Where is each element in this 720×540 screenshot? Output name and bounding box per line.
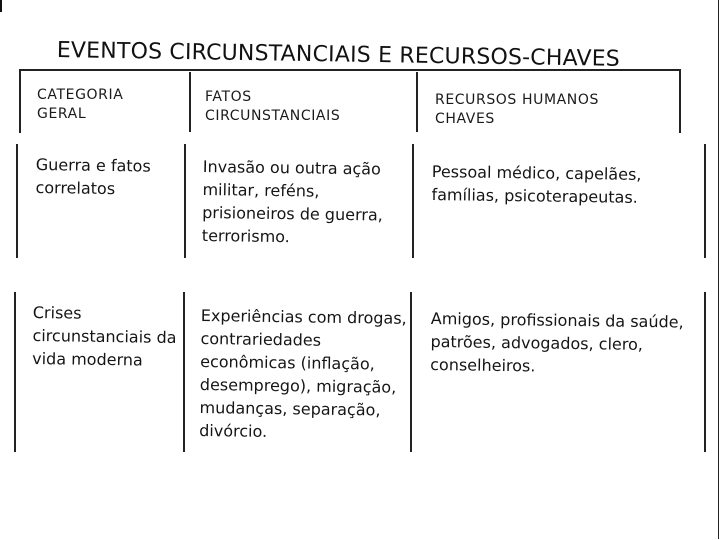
header-facts-line1: FATOS: [205, 89, 252, 105]
row1-divider-1: [184, 144, 186, 258]
row2-resources-line: conselheiros.: [430, 354, 536, 376]
row2-facts-line: econômicas (inflação,: [200, 351, 375, 374]
header-divider-2: [416, 72, 418, 132]
row2-facts-line: contrariedades: [200, 328, 322, 350]
header-resources-line2: CHAVES: [435, 111, 495, 127]
row1-resources-cell: [431, 160, 641, 209]
header-category: [37, 86, 123, 124]
row1-resources-line: famílias, psicoterapeutas.: [431, 184, 638, 207]
row2-resources-line: Amigos, profissionais da saúde,: [430, 308, 684, 332]
row1-right-border: [704, 144, 706, 258]
page-title: EVENTOS CIRCUNSTANCIAIS E RECURSOS-CHAVES: [56, 38, 621, 72]
row2-category-cell: [32, 301, 177, 372]
header-divider-1: [189, 72, 191, 132]
row2-right-border: [704, 292, 706, 452]
row2-resources-line: patrões, advogados, clero,: [430, 331, 644, 354]
row2-left-border: [14, 292, 16, 452]
row2-divider-2: [410, 292, 412, 452]
header-facts-line2: CIRCUNSTANCIAIS: [205, 108, 341, 124]
row2-facts-line: mudanças, separação,: [199, 397, 381, 420]
row1-facts-line: prisioneiros de guerra,: [202, 202, 383, 225]
left-edge-mark: [0, 0, 2, 12]
row1-resources-line: Pessoal médico, capelães,: [431, 161, 642, 184]
header-resources: [435, 91, 599, 129]
row1-facts-line: terrorismo.: [201, 225, 290, 247]
row1-category-cell: [35, 153, 151, 201]
row1-facts-cell: [202, 155, 384, 250]
row2-category-line: circunstanciais da: [32, 325, 177, 348]
row1-left-border: [16, 144, 18, 258]
header-category-line2: GERAL: [37, 106, 87, 122]
row2-category-line: Crises: [32, 302, 82, 323]
row2-divider-1: [183, 292, 185, 452]
row2-facts-cell: [199, 304, 407, 445]
row1-facts-line: militar, reféns,: [202, 179, 320, 201]
header-category-line1: CATEGORIA: [37, 87, 124, 103]
row2-resources-cell: [430, 307, 684, 380]
row2-facts-line: Experiências com drogas,: [200, 305, 407, 328]
header-facts: [205, 88, 340, 126]
row2-facts-line: divórcio.: [199, 420, 268, 441]
row1-facts-line: Invasão ou outra ação: [202, 156, 381, 179]
row2-category-line: vida moderna: [32, 348, 143, 370]
row1-divider-2: [412, 144, 414, 258]
header-resources-line1: RECURSOS HUMANOS: [435, 92, 599, 108]
row1-category-line: Guerra e fatos: [35, 154, 151, 176]
row2-facts-line: desemprego), migração,: [199, 374, 397, 397]
row1-category-line: correlatos: [35, 177, 116, 199]
